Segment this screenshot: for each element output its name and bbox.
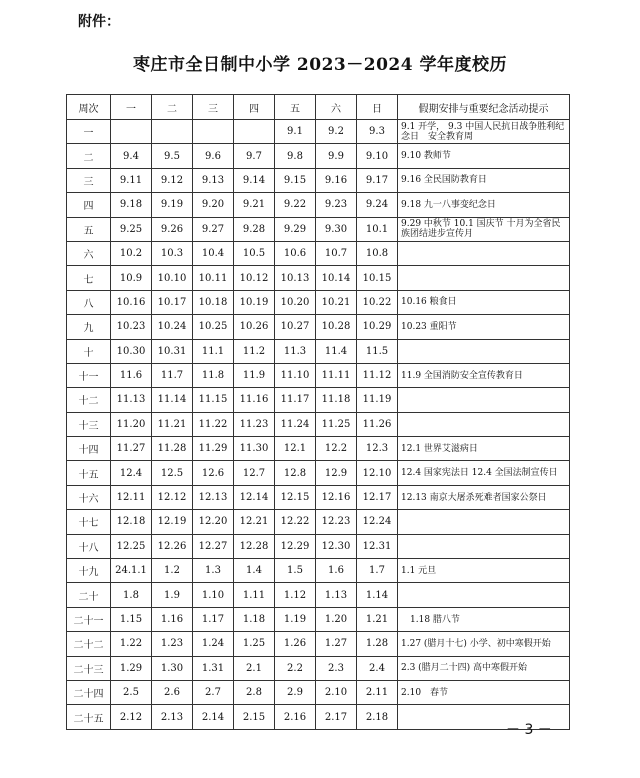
date-cell: 11.30	[234, 437, 275, 461]
date-cell: 10.7	[316, 241, 357, 265]
date-cell: 11.3	[275, 339, 316, 363]
date-cell: 12.8	[275, 461, 316, 485]
date-cell: 12.31	[357, 534, 398, 558]
date-cell: 12.10	[357, 461, 398, 485]
week-cell: 十三	[67, 412, 111, 436]
week-cell: 十七	[67, 510, 111, 534]
table-row	[67, 656, 570, 680]
table-row	[67, 559, 570, 583]
header-week: 周次	[67, 95, 111, 120]
date-cell	[111, 120, 152, 144]
table-row	[67, 144, 570, 168]
date-cell: 12.25	[111, 534, 152, 558]
date-cell: 11.27	[111, 437, 152, 461]
date-cell: 12.22	[275, 510, 316, 534]
date-cell	[234, 120, 275, 144]
week-cell: 二十三	[67, 656, 111, 680]
date-cell: 12.11	[111, 485, 152, 509]
header-row	[67, 95, 570, 120]
date-cell: 11.22	[193, 412, 234, 436]
note-cell	[398, 412, 570, 436]
note-cell: 9.18 九一八事变纪念日	[398, 193, 570, 217]
date-cell: 1.30	[152, 656, 193, 680]
date-cell: 11.16	[234, 388, 275, 412]
note-cell	[398, 583, 570, 607]
date-cell: 12.23	[316, 510, 357, 534]
date-cell: 12.7	[234, 461, 275, 485]
page-number: － 3 －	[506, 722, 552, 738]
date-cell: 2.4	[357, 656, 398, 680]
date-cell: 10.31	[152, 339, 193, 363]
date-cell: 9.9	[316, 144, 357, 168]
date-cell: 11.12	[357, 363, 398, 387]
week-cell: 五	[67, 217, 111, 241]
note-cell: 1.1 元旦	[398, 559, 570, 583]
date-cell: 12.6	[193, 461, 234, 485]
date-cell: 11.29	[193, 437, 234, 461]
table-row	[67, 485, 570, 509]
table-row	[67, 193, 570, 217]
date-cell: 9.2	[316, 120, 357, 144]
date-cell: 1.20	[316, 607, 357, 631]
date-cell: 2.5	[111, 680, 152, 704]
date-cell: 9.28	[234, 217, 275, 241]
date-cell: 1.17	[193, 607, 234, 631]
date-cell: 1.13	[316, 583, 357, 607]
date-cell: 11.28	[152, 437, 193, 461]
date-cell: 12.12	[152, 485, 193, 509]
date-cell: 9.10	[357, 144, 398, 168]
table-row	[67, 583, 570, 607]
note-cell	[398, 266, 570, 290]
date-cell: 11.10	[275, 363, 316, 387]
date-cell: 9.3	[357, 120, 398, 144]
note-cell	[398, 388, 570, 412]
week-cell: 一	[67, 120, 111, 144]
date-cell: 1.12	[275, 583, 316, 607]
note-cell	[398, 339, 570, 363]
table-row	[67, 461, 570, 485]
date-cell: 10.21	[316, 290, 357, 314]
note-cell: 11.9 全国消防安全宣传教育日	[398, 363, 570, 387]
date-cell: 9.11	[111, 168, 152, 192]
note-cell	[398, 241, 570, 265]
date-cell: 11.13	[111, 388, 152, 412]
header-sun: 日	[357, 95, 398, 120]
date-cell: 12.28	[234, 534, 275, 558]
date-cell: 10.29	[357, 315, 398, 339]
date-cell: 11.2	[234, 339, 275, 363]
date-cell: 12.20	[193, 510, 234, 534]
week-cell: 十九	[67, 559, 111, 583]
note-cell: 9.1 开学， 9.3 中国人民抗日战争胜利纪念日 安全教育周	[398, 120, 570, 144]
date-cell: 12.4	[111, 461, 152, 485]
date-cell: 10.27	[275, 315, 316, 339]
date-cell: 2.11	[357, 680, 398, 704]
date-cell: 9.7	[234, 144, 275, 168]
week-cell: 四	[67, 193, 111, 217]
date-cell: 2.17	[316, 705, 357, 729]
date-cell: 10.23	[111, 315, 152, 339]
date-cell: 10.26	[234, 315, 275, 339]
date-cell: 9.13	[193, 168, 234, 192]
table-row	[67, 339, 570, 363]
date-cell: 11.9	[234, 363, 275, 387]
date-cell: 2.14	[193, 705, 234, 729]
date-cell: 1.31	[193, 656, 234, 680]
date-cell: 24.1.1	[111, 559, 152, 583]
date-cell: 1.15	[111, 607, 152, 631]
date-cell: 1.26	[275, 632, 316, 656]
header-tue: 二	[152, 95, 193, 120]
date-cell: 12.3	[357, 437, 398, 461]
week-cell: 二十二	[67, 632, 111, 656]
date-cell: 12.19	[152, 510, 193, 534]
date-cell: 1.2	[152, 559, 193, 583]
note-cell: 2.3 (腊月二十四) 高中寒假开始	[398, 656, 570, 680]
note-cell: 9.16 全民国防教育日	[398, 168, 570, 192]
date-cell: 11.11	[316, 363, 357, 387]
date-cell: 2.7	[193, 680, 234, 704]
date-cell: 10.15	[357, 266, 398, 290]
date-cell: 1.16	[152, 607, 193, 631]
date-cell: 9.29	[275, 217, 316, 241]
school-calendar-table	[66, 94, 570, 730]
week-cell: 二十五	[67, 705, 111, 729]
date-cell: 2.9	[275, 680, 316, 704]
note-cell: 12.4 国家宪法日 12.4 全国法制宣传日	[398, 461, 570, 485]
date-cell: 9.6	[193, 144, 234, 168]
date-cell: 10.3	[152, 241, 193, 265]
date-cell: 12.21	[234, 510, 275, 534]
week-cell: 三	[67, 168, 111, 192]
date-cell: 1.4	[234, 559, 275, 583]
note-cell: 10.23 重阳节	[398, 315, 570, 339]
table-row	[67, 705, 570, 729]
date-cell: 9.15	[275, 168, 316, 192]
note-cell: 10.16 粮食日	[398, 290, 570, 314]
date-cell: 2.1	[234, 656, 275, 680]
week-cell: 六	[67, 241, 111, 265]
date-cell: 10.16	[111, 290, 152, 314]
table-row	[67, 632, 570, 656]
date-cell: 2.2	[275, 656, 316, 680]
date-cell: 10.5	[234, 241, 275, 265]
week-cell: 十四	[67, 437, 111, 461]
date-cell: 9.23	[316, 193, 357, 217]
date-cell: 10.4	[193, 241, 234, 265]
week-cell: 七	[67, 266, 111, 290]
week-cell: 十六	[67, 485, 111, 509]
date-cell: 9.22	[275, 193, 316, 217]
date-cell: 1.19	[275, 607, 316, 631]
date-cell: 12.2	[316, 437, 357, 461]
date-cell: 1.27	[316, 632, 357, 656]
date-cell: 12.24	[357, 510, 398, 534]
date-cell: 10.11	[193, 266, 234, 290]
date-cell: 12.13	[193, 485, 234, 509]
date-cell: 10.6	[275, 241, 316, 265]
date-cell: 11.1	[193, 339, 234, 363]
date-cell: 1.11	[234, 583, 275, 607]
date-cell: 12.29	[275, 534, 316, 558]
table-row	[67, 315, 570, 339]
date-cell: 2.8	[234, 680, 275, 704]
date-cell: 1.22	[111, 632, 152, 656]
date-cell: 2.6	[152, 680, 193, 704]
table-row	[67, 363, 570, 387]
date-cell: 1.28	[357, 632, 398, 656]
date-cell: 1.6	[316, 559, 357, 583]
calendar-body	[67, 120, 570, 730]
date-cell: 1.18	[234, 607, 275, 631]
table-row	[67, 510, 570, 534]
week-cell: 十二	[67, 388, 111, 412]
header-fri: 五	[275, 95, 316, 120]
date-cell	[152, 120, 193, 144]
date-cell: 1.3	[193, 559, 234, 583]
table-row	[67, 534, 570, 558]
date-cell: 1.8	[111, 583, 152, 607]
week-cell: 八	[67, 290, 111, 314]
date-cell: 9.5	[152, 144, 193, 168]
header-wed: 三	[193, 95, 234, 120]
date-cell: 11.14	[152, 388, 193, 412]
date-cell: 9.25	[111, 217, 152, 241]
date-cell: 9.1	[275, 120, 316, 144]
date-cell: 1.29	[111, 656, 152, 680]
week-cell: 十	[67, 339, 111, 363]
date-cell: 10.20	[275, 290, 316, 314]
date-cell: 2.12	[111, 705, 152, 729]
date-cell: 12.15	[275, 485, 316, 509]
note-cell: 12.13 南京大屠杀死难者国家公祭日	[398, 485, 570, 509]
date-cell: 10.8	[357, 241, 398, 265]
date-cell: 9.18	[111, 193, 152, 217]
date-cell: 2.16	[275, 705, 316, 729]
date-cell: 2.13	[152, 705, 193, 729]
date-cell: 10.1	[357, 217, 398, 241]
date-cell: 11.6	[111, 363, 152, 387]
date-cell: 11.7	[152, 363, 193, 387]
date-cell: 12.5	[152, 461, 193, 485]
week-cell: 九	[67, 315, 111, 339]
date-cell: 10.10	[152, 266, 193, 290]
week-cell: 二	[67, 144, 111, 168]
date-cell: 11.4	[316, 339, 357, 363]
date-cell: 10.24	[152, 315, 193, 339]
week-cell: 二十四	[67, 680, 111, 704]
date-cell: 1.7	[357, 559, 398, 583]
table-row	[67, 388, 570, 412]
date-cell: 9.17	[357, 168, 398, 192]
table-row	[67, 437, 570, 461]
date-cell: 11.23	[234, 412, 275, 436]
note-cell: 2.10 春节	[398, 680, 570, 704]
week-cell: 二十	[67, 583, 111, 607]
date-cell: 12.18	[111, 510, 152, 534]
table-row	[67, 266, 570, 290]
header-mon: 一	[111, 95, 152, 120]
week-cell: 十五	[67, 461, 111, 485]
date-cell: 11.20	[111, 412, 152, 436]
table-row	[67, 168, 570, 192]
week-cell: 十八	[67, 534, 111, 558]
date-cell: 12.9	[316, 461, 357, 485]
date-cell: 9.20	[193, 193, 234, 217]
date-cell: 10.28	[316, 315, 357, 339]
date-cell: 1.21	[357, 607, 398, 631]
date-cell: 9.14	[234, 168, 275, 192]
date-cell: 10.2	[111, 241, 152, 265]
table-row	[67, 290, 570, 314]
date-cell: 11.21	[152, 412, 193, 436]
attachment-label: 附件：	[78, 14, 120, 30]
date-cell: 1.5	[275, 559, 316, 583]
header-thu: 四	[234, 95, 275, 120]
date-cell: 2.3	[316, 656, 357, 680]
date-cell: 10.14	[316, 266, 357, 290]
week-cell: 十一	[67, 363, 111, 387]
table-row	[67, 217, 570, 241]
table-row	[67, 120, 570, 144]
date-cell: 10.18	[193, 290, 234, 314]
date-cell: 11.15	[193, 388, 234, 412]
table-row	[67, 680, 570, 704]
date-cell: 2.10	[316, 680, 357, 704]
date-cell: 9.30	[316, 217, 357, 241]
date-cell: 11.5	[357, 339, 398, 363]
week-cell: 二十一	[67, 607, 111, 631]
date-cell: 11.17	[275, 388, 316, 412]
date-cell: 12.14	[234, 485, 275, 509]
note-cell: 9.29 中秋节 10.1 国庆节 十月为全省民族团结进步宣传月	[398, 217, 570, 241]
header-sat: 六	[316, 95, 357, 120]
date-cell: 10.13	[275, 266, 316, 290]
header-notes: 假期安排与重要纪念活动提示	[398, 95, 570, 120]
date-cell: 1.10	[193, 583, 234, 607]
date-cell: 11.19	[357, 388, 398, 412]
date-cell: 1.9	[152, 583, 193, 607]
page-title: 枣庄市全日制中小学 2023－2024 学年度校历	[133, 55, 507, 75]
date-cell: 9.8	[275, 144, 316, 168]
date-cell: 12.30	[316, 534, 357, 558]
date-cell: 9.27	[193, 217, 234, 241]
date-cell: 12.17	[357, 485, 398, 509]
date-cell: 11.25	[316, 412, 357, 436]
date-cell: 11.8	[193, 363, 234, 387]
date-cell: 1.14	[357, 583, 398, 607]
date-cell: 11.26	[357, 412, 398, 436]
date-cell: 10.12	[234, 266, 275, 290]
date-cell: 2.15	[234, 705, 275, 729]
date-cell: 1.25	[234, 632, 275, 656]
table-row	[67, 607, 570, 631]
note-cell	[398, 534, 570, 558]
date-cell: 10.17	[152, 290, 193, 314]
date-cell: 11.24	[275, 412, 316, 436]
table-row	[67, 241, 570, 265]
date-cell	[193, 120, 234, 144]
date-cell: 10.19	[234, 290, 275, 314]
date-cell: 10.9	[111, 266, 152, 290]
date-cell: 12.27	[193, 534, 234, 558]
date-cell: 10.30	[111, 339, 152, 363]
date-cell: 9.4	[111, 144, 152, 168]
date-cell: 9.24	[357, 193, 398, 217]
date-cell: 10.25	[193, 315, 234, 339]
date-cell: 1.24	[193, 632, 234, 656]
date-cell: 12.1	[275, 437, 316, 461]
note-cell: 12.1 世界艾滋病日	[398, 437, 570, 461]
date-cell: 1.23	[152, 632, 193, 656]
date-cell: 12.26	[152, 534, 193, 558]
date-cell: 2.18	[357, 705, 398, 729]
date-cell: 9.16	[316, 168, 357, 192]
date-cell: 9.21	[234, 193, 275, 217]
date-cell: 11.18	[316, 388, 357, 412]
date-cell: 9.19	[152, 193, 193, 217]
note-cell: 1.18 腊八节	[398, 607, 570, 631]
table-row	[67, 412, 570, 436]
date-cell: 9.26	[152, 217, 193, 241]
date-cell: 9.12	[152, 168, 193, 192]
note-cell: 9.10 教师节	[398, 144, 570, 168]
note-cell: 1.27 (腊月十七) 小学、初中寒假开始	[398, 632, 570, 656]
date-cell: 10.22	[357, 290, 398, 314]
date-cell: 12.16	[316, 485, 357, 509]
note-cell	[398, 510, 570, 534]
